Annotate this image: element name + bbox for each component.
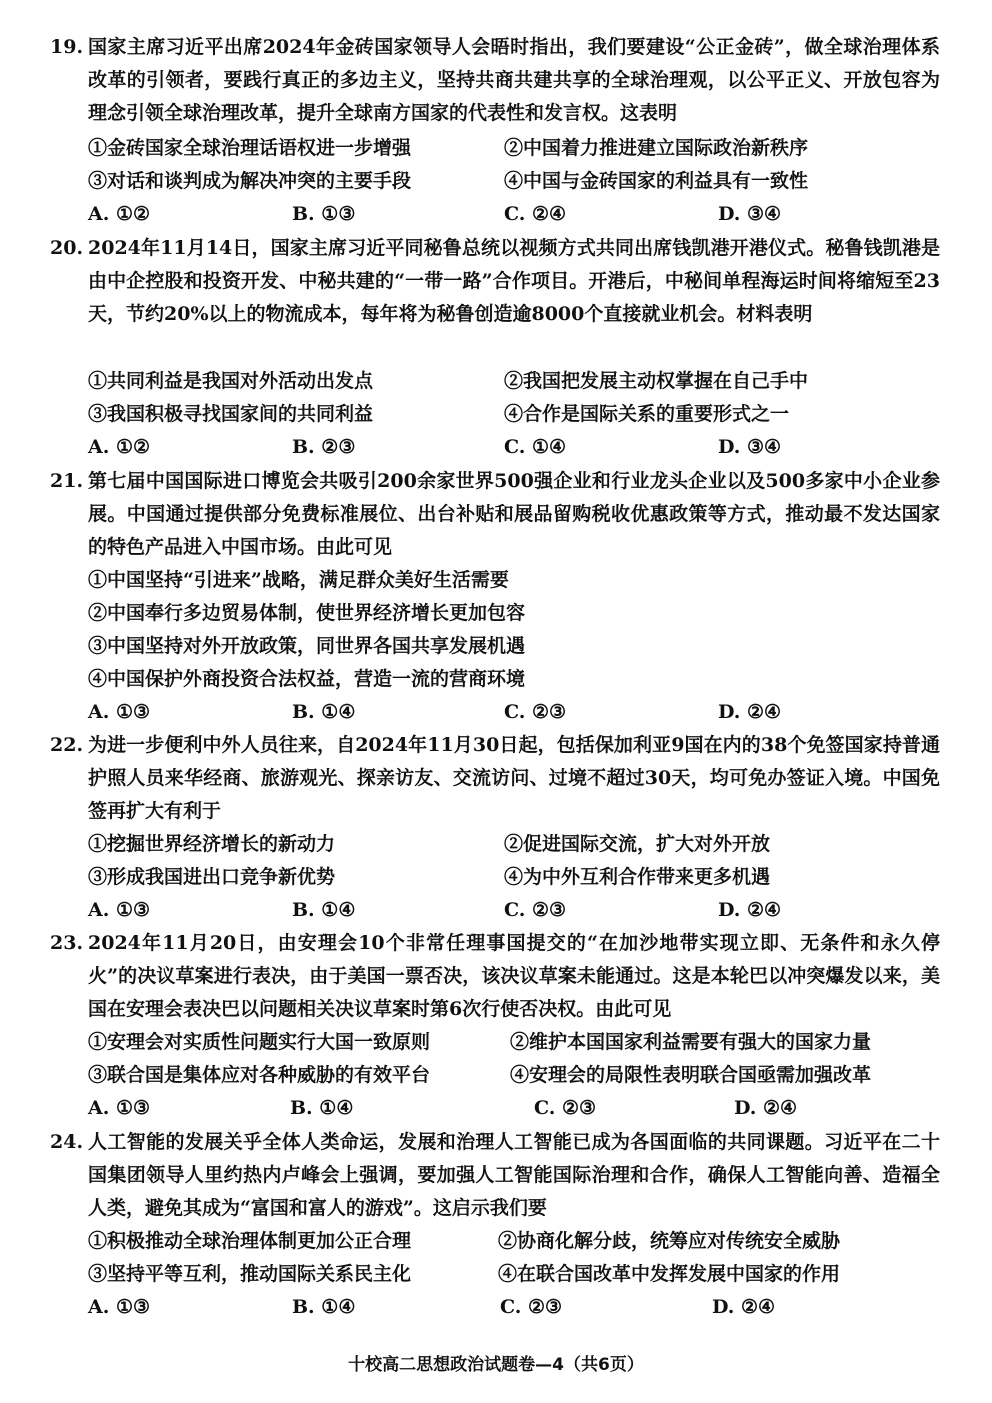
- answer-c: C. ②③: [504, 701, 567, 723]
- answer-b: B. ①④: [292, 1296, 356, 1318]
- question-stem: 人工智能的发展关乎全体人类命运，发展和治理人工智能已成为各国面临的共同课题。习近平在二十国集团领导人里约热内卢峰会上强调，要加强人工智能国际治理和合作，确保人工智能向善、造福全人类，避免其成为“富国和富人的游戏”。这启示我们要: [88, 1131, 940, 1219]
- answer-d: D. ②④: [718, 899, 782, 921]
- answer-b: B. ①④: [292, 899, 356, 921]
- answer-a: A. ①③: [88, 1097, 151, 1119]
- option-4: ④为中外互利合作带来更多机遇: [504, 866, 771, 888]
- answer-d: D. ②④: [734, 1097, 798, 1119]
- option-3: ③联合国是集体应对各种威胁的有效平台: [88, 1064, 431, 1086]
- question-number: 23.: [50, 932, 84, 954]
- option-1: ①共同利益是我国对外活动出发点: [88, 370, 374, 392]
- question-number: 22.: [50, 734, 84, 756]
- answer-d: D. ③④: [718, 203, 782, 225]
- question-stem: 2024年11月14日，国家主席习近平同秘鲁总统以视频方式共同出席钱凯港开港仪式。秘鲁钱凯港是由中企控股和投资开发、中秘共建的“一带一路”合作项目。开港后，中秘间单程海运时间将缩短至23天，节约20%以上的物流成本，每年将为秘鲁创造逾8000个直接就业机会。材料表明: [88, 237, 940, 325]
- answer-a: A. ①②: [88, 203, 151, 225]
- answer-a: A. ①③: [88, 899, 151, 921]
- answer-c: C. ②④: [504, 203, 567, 225]
- answer-b: B. ①④: [290, 1097, 354, 1119]
- option-1: ①积极推动全球治理体制更加公正合理: [88, 1230, 412, 1252]
- option-4: ④在联合国改革中发挥发展中国家的作用: [498, 1263, 841, 1285]
- option-4: ④合作是国际关系的重要形式之一: [504, 403, 790, 425]
- question-stem: 第七届中国国际进口博览会共吸引200余家世界500强企业和行业龙头企业以及500多家中小企业参展。中国通过提供部分免费标准展位、出台补贴和展品留购税收优惠政策等方式，推动最不发达国家的特色产品进入中国市场。由此可见: [88, 470, 940, 558]
- option-2: ②维护本国国家利益需要有强大的国家力量: [510, 1031, 872, 1053]
- answer-b: B. ①③: [292, 203, 356, 225]
- question-number: 24.: [50, 1131, 84, 1153]
- question-stem: 为进一步便利中外人员往来，自2024年11月30日起，包括保加利亚9国在内的38个免签国家持普通护照人员来华经商、旅游观光、探亲访友、交流访问、过境不超过30天，均可免办签证入境。中国免签再扩大有利于: [88, 734, 940, 822]
- question-stem: 国家主席习近平出席2024年金砖国家领导人会晤时指出，我们要建设“公正金砖”，做全球治理体系改革的引领者，要践行真正的多边主义，坚持共商共建共享的全球治理观，以公平正义、开放包容为理念引领全球治理改革，提升全球南方国家的代表性和发言权。这表明: [88, 36, 940, 124]
- answer-d: D. ③④: [718, 436, 782, 458]
- question-stem: 2024年11月20日，由安理会10个非常任理事国提交的“在加沙地带实现立即、无条件和永久停火”的决议草案进行表决，由于美国一票否决，该决议草案未能通过。这是本轮巴以冲突爆发以来，美国在安理会表决巴以问题相关决议草案时第6次行使否决权。由此可见: [88, 932, 940, 1020]
- answer-d: D. ②④: [718, 701, 782, 723]
- option-4: ④中国与金砖国家的利益具有一致性: [504, 170, 809, 192]
- answer-c: C. ②③: [500, 1296, 563, 1318]
- answer-c: C. ②③: [504, 899, 567, 921]
- option-3: ③形成我国进出口竞争新优势: [88, 866, 336, 888]
- option-2: ②中国奉行多边贸易体制，使世界经济增长更加包容: [88, 602, 526, 624]
- option-1: ①金砖国家全球治理话语权进一步增强: [88, 137, 412, 159]
- question-number: 20.: [50, 237, 84, 259]
- option-3: ③坚持平等互利，推动国际关系民主化: [88, 1263, 412, 1285]
- option-3: ③中国坚持对外开放政策，同世界各国共享发展机遇: [88, 635, 526, 657]
- question-number: 19.: [50, 36, 84, 58]
- page-footer: 十校高二思想政治试题卷—4（共6页）: [348, 1355, 644, 1375]
- option-1: ①挖掘世界经济增长的新动力: [88, 833, 336, 855]
- option-2: ②我国把发展主动权掌握在自己手中: [504, 370, 809, 392]
- option-2: ②中国着力推进建立国际政治新秩序: [504, 137, 809, 159]
- option-1: ①中国坚持“引进来”战略，满足群众美好生活需要: [88, 569, 509, 591]
- answer-a: A. ①③: [88, 701, 151, 723]
- question-number: 21.: [50, 470, 84, 492]
- answer-d: D. ②④: [712, 1296, 776, 1318]
- option-2: ②协商化解分歧，统筹应对传统安全威胁: [498, 1230, 841, 1252]
- answer-a: A. ①②: [88, 436, 151, 458]
- answer-c: C. ②③: [534, 1097, 597, 1119]
- option-4: ④安理会的局限性表明联合国亟需加强改革: [510, 1064, 872, 1086]
- answer-a: A. ①③: [88, 1296, 151, 1318]
- answer-c: C. ①④: [504, 436, 567, 458]
- option-1: ①安理会对实质性问题实行大国一致原则: [88, 1031, 431, 1053]
- answer-b: B. ①④: [292, 701, 356, 723]
- answer-b: B. ②③: [292, 436, 356, 458]
- option-3: ③对话和谈判成为解决冲突的主要手段: [88, 170, 412, 192]
- option-4: ④中国保护外商投资合法权益，营造一流的营商环境: [88, 668, 526, 690]
- option-3: ③我国积极寻找国家间的共同利益: [88, 403, 374, 425]
- option-2: ②促进国际交流，扩大对外开放: [504, 833, 771, 855]
